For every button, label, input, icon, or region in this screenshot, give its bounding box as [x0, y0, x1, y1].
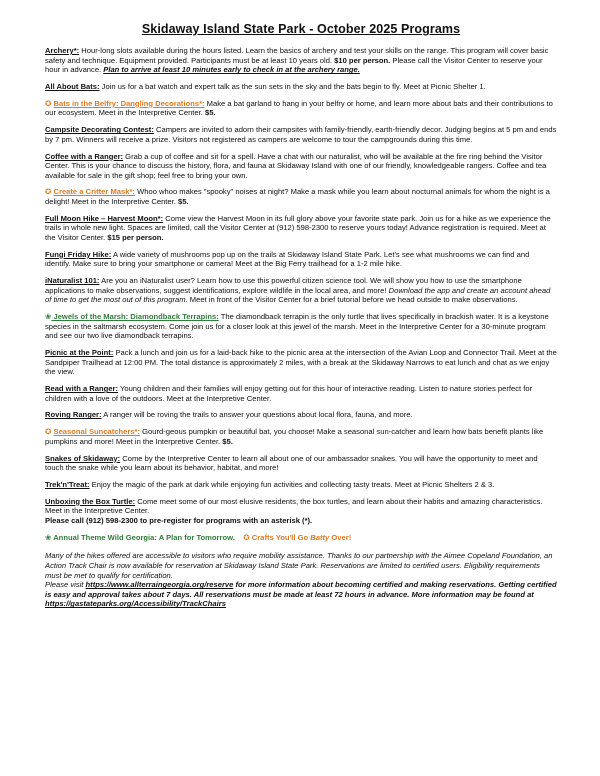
entry-title: Read with a Ranger: — [45, 384, 118, 394]
entry-body: Pack a lunch and join us for a laid-back hike to the picnic area at the intersection of the Avian Loop and Connector Trail. Meet at the Sandpiper Trailhead at 12:00 PM. The total distance is approximately 2 miles, with a break at the Skidaway Narrows to eat lunch and chat as we enjoy the view. — [45, 348, 557, 377]
entry-bats — [45, 82, 557, 92]
entry-treknt — [45, 480, 557, 490]
craft-icon: ✪ — [45, 98, 52, 108]
entry-price: $5. — [204, 108, 216, 118]
entry-note: Plan to arrive at least 10 minutes early to check in at the archery range. — [103, 65, 360, 75]
entry-body: Gourd-geous pumpkin or beautiful bat, you choose! Make a seasonal sun-catcher and learn how bats benefit plants like pumpkins and more! Meet in the Interpretive Center. — [45, 427, 544, 446]
entry-title: Create a Critter Mask*: — [53, 187, 135, 197]
entry-body: Join us for a bat watch and expert talk as the sun sets in the sky and the bats begin to fly. Meet at Picnic Shelter 1. — [99, 81, 486, 91]
craft-icon: ✪ — [45, 427, 52, 437]
entry-body: Grab a cup of coffee and sit for a spell. Have a chat with our naturalist, who will be available at the fire ring behind the Visitor Center. This is your chance to discuss the history, flora, and fauna at Skidaway Island with one of our friendly, knowledgeable rangers. Coffee and tea available for sale in the gift shop; feel free to bring your own. — [45, 151, 547, 180]
entry-title: Archery*: — [45, 46, 80, 55]
page-title: Skidaway Island State Park - October 2025 Programs — [141, 22, 461, 36]
entry-suncatchers — [45, 427, 557, 446]
reserve-link[interactable]: https://www.allterraingeorgia.org/reserve — [85, 580, 234, 590]
theme-icon: ❀ — [45, 312, 52, 322]
entry-body: Come meet some of our most elusive residents, the box turtles, and learn about their habits and amazing characteristics. Meet in the Interpretive Center. — [45, 496, 543, 516]
craft-icon: ✪ — [243, 532, 250, 542]
entry-jewels — [45, 312, 557, 341]
entry-boxturtle — [45, 497, 557, 526]
accessibility-paragraph: Many of the hikes offered are accessible to visitors who require mobility assistance. Thanks to our partnership with the Aimee Copeland Foundation, an Action Track Chair is now available for reservation at Skidaway Island State Park. Reservations are limited to certified users. Eligibility requirements must be met to qualify for certification. — [45, 551, 553, 580]
entry-title: All About Bats: — [45, 81, 100, 91]
entry-title: Trek'n'Treat: — [45, 480, 90, 489]
entry-body: The diamondback terrapin is the only turtle that lives specifically in brackish water. It is a keystone species in the saltmarsh ecosystem. Come join us for a closer look at this jewel of the marsh. Meet in the Interpretive Center for a 30-minute program and see our two live diamondback terrapins. — [45, 312, 549, 341]
theme-legend — [45, 533, 557, 543]
entry-body: Come view the Harvest Moon in its full glory above your favorite state park. Join us for a hike as we experience the trails in whole new light. Spaces are limited, call the Visitor Center at (912) 598-2300 to reserve yours today! Advance registration is required. Meet at the Visitor Center. — [45, 213, 551, 243]
reservation-paragraph — [45, 580, 557, 609]
entry-price: $15 per person. — [107, 233, 164, 243]
entry-title: Campsite Decorating Contest: — [45, 125, 154, 135]
entry-title: Snakes of Skidaway: — [45, 453, 121, 463]
crafts-text: Crafts You'll Go — [251, 532, 311, 542]
entry-picnic — [45, 348, 557, 377]
entry-roving — [45, 410, 557, 420]
entry-body-2: Meet in front of the Visitor Center for a brief tutorial before we head outside to make observations. — [187, 295, 518, 305]
entry-fullmoon — [45, 214, 557, 243]
entry-body: Make a bat garland to hang in your belfry or home, and learn more about bats and their contributions to our ecosystem. Meet in the Interpretive Center. — [45, 98, 553, 118]
entry-body: A ranger will be roving the trails to answer your questions about local flora, fauna, and more. — [101, 410, 413, 420]
entry-body: Young children and their families will enjoy getting out for this hour of interactive reading. Listen to nature stories perfect for children with a love of the outdoors. Meet at the Interpretive Center. — [45, 384, 533, 403]
entry-critter — [45, 187, 557, 206]
program-page — [45, 22, 557, 609]
entry-campsite — [45, 125, 557, 144]
accessibility-footer — [45, 551, 557, 609]
entry-title: Roving Ranger: — [45, 410, 102, 420]
entry-price: $10 per person. — [334, 55, 391, 65]
entry-title: Seasonal Suncatchers*: — [53, 427, 141, 437]
reservation-text: Please visit — [45, 580, 86, 590]
entry-body: Campers are invited to adorn their campsites with family-friendly, earth-friendly decor. Judging begins at 5 pm and ends by 7 pm. Winners will receive a prize. Visitors not registered as campers are welcome to tour the campgrounds during this time. — [45, 125, 557, 144]
entry-belfry — [45, 99, 557, 118]
entry-body: Come by the Interpretive Center to learn all about one of our ambassador snakes. You will have the opportunity to meet and touch the snake while you learn about its behavior, habitat, and more! — [45, 453, 538, 473]
entry-body: Enjoy the magic of the park at dark while enjoying fun activities and collecting tasty treats. Meet at Picnic Shelters 2 & 3. — [89, 480, 495, 489]
crafts-text-italic: Batty — [310, 532, 330, 542]
entry-body-2: Please call the Visitor Center to reserve your hour in advance. — [45, 55, 543, 75]
annual-theme-text: Annual Theme Wild Georgia: A Plan for Tomorrow. — [53, 532, 235, 542]
entry-title: Picnic at the Point: — [45, 348, 114, 358]
entry-title: Unboxing the Box Turtle: — [45, 496, 136, 506]
entry-body: Are you an iNaturalist user? Learn how to use this powerful citizen science tool. We will show you how to use the smartphone applications to make observations, suggest identifications, explore wildlife in the local area, and more! — [45, 276, 522, 295]
preregister-note: Please call (912) 598-2300 to pre-register for programs with an asterisk (*). — [45, 515, 313, 525]
entry-title: Jewels of the Marsh: Diamondback Terrapins: — [51, 312, 219, 322]
entry-title: Fungi Friday Hike: — [45, 249, 112, 259]
entry-body: Whoo whoo makes "spooky" noises at night? Make a mask while you learn about nocturnal animals for whom the night is a delight! Meet in the Interpretive Center. — [45, 187, 550, 207]
reservation-text-2: for more information about becoming certified and making reservations. Getting certified is easy and approval takes about 7 days. All reservations must be made at least 72 hours in advance. More information may be found at — [45, 580, 557, 599]
entry-italic-note: Download the app and create an account ahead of time to get the most out of this program. — [45, 285, 551, 305]
theme-icon: ❀ — [45, 532, 52, 542]
entry-title: Bats in the Belfry: Dangling Decorations*: — [53, 98, 205, 108]
entry-body: Hour-long slots available during the hours listed. Learn the basics of archery and test your skills on the range. This program will cover basic safety and technique. Equipment provided. Participants must be at least 10 years old. — [45, 46, 549, 65]
entry-title: Full Moon Hike – Harvest Moon*: — [45, 213, 164, 223]
entry-snakes — [45, 454, 557, 473]
entry-title: Coffee with a Ranger: — [45, 151, 124, 161]
entry-coffee — [45, 152, 557, 181]
trackchairs-link[interactable]: https://gastateparks.org/Accessibility/TrackChairs — [45, 599, 226, 609]
craft-icon: ✪ — [45, 187, 52, 197]
entry-price: $5. — [222, 436, 233, 446]
entry-inaturalist — [45, 276, 557, 305]
entry-price: $5. — [177, 197, 189, 207]
entry-archery — [45, 46, 557, 75]
entry-read — [45, 384, 557, 403]
entry-fungi — [45, 250, 557, 269]
crafts-text-end: Over! — [329, 532, 352, 542]
entry-body: A wide variety of mushrooms pop up on the trails at Skidaway Island State Park. Let's see what mushrooms we can find and identify. Make sure to bring your smartphone or camera! Meet at the Big Ferry trailhead for a 1-2 mile hike. — [45, 249, 530, 269]
entry-title: iNaturalist 101: — [45, 276, 100, 286]
